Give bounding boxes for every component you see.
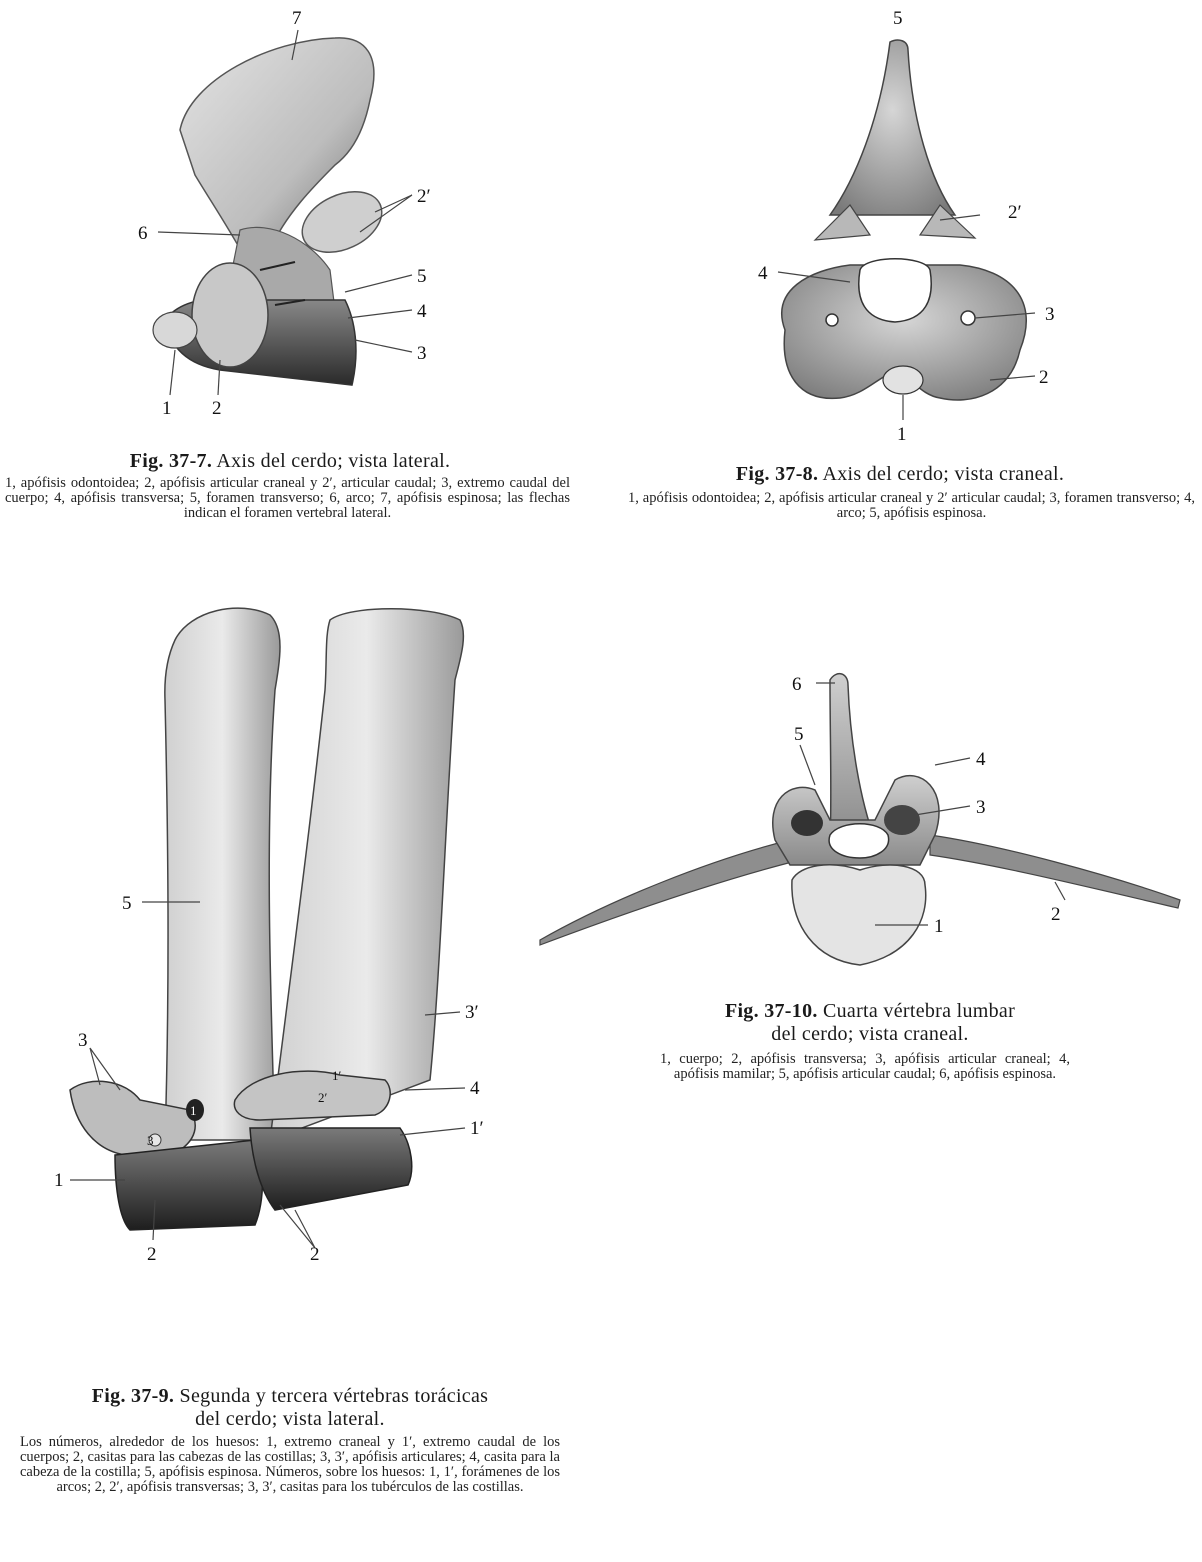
fig-37-8-title-text: Axis del cerdo; vista craneal. [822, 463, 1065, 485]
fig-37-8-label-4: 4 [758, 263, 768, 284]
fig-37-10-title [660, 1000, 1080, 1046]
fig-37-10-legend: 1, cuerpo; 2, apófisis transversa; 3, apófisis articular craneal; 4, apófisis mamilar; 5, apófisis articular caudal; 6, apófisis espinosa. [660, 1051, 1070, 1082]
fig-37-10-label-1: 1 [934, 916, 944, 937]
fig-37-8-legend: 1, apófisis odontoidea; 2, apófisis articular craneal y 2′ articular caudal; 3, foramen transverso; 4, arco; 5, apófisis espinosa. [628, 490, 1195, 521]
fig-37-9-title [30, 1385, 550, 1431]
fig-37-9-inner-label-3: 3 [147, 1133, 154, 1148]
fig-37-10-label-2: 2 [1051, 904, 1061, 925]
fig-37-7-label-3: 3 [417, 343, 427, 364]
right-vertebral-body-shape [250, 1128, 412, 1210]
fig-37-10-label-4: 4 [976, 749, 986, 770]
figure-37-7-illustration [120, 0, 450, 420]
fig-37-9-label-2a: 2 [147, 1244, 157, 1265]
fig-37-9-label-3p: 3′ [465, 1002, 479, 1023]
fig-37-9-title-line2: del cerdo; vista lateral. [195, 1408, 385, 1430]
fig-37-8-label-2p: 2′ [1008, 202, 1022, 223]
fig-37-9-label-1: 1 [54, 1170, 64, 1191]
fig-37-10-label-6: 6 [792, 674, 802, 695]
fig-37-7-label-4: 4 [417, 301, 427, 322]
fig-37-7-label-7: 7 [292, 8, 302, 29]
fig-37-9-label-1p: 1′ [470, 1118, 484, 1139]
spinous-process-shape [830, 674, 875, 840]
fig-37-8-number: Fig. 37-8. [735, 463, 819, 485]
vertebral-body-shape [792, 865, 926, 965]
fig-37-9-title-line1: Segunda y tercera vértebras torácicas [179, 1385, 489, 1407]
fig-37-9-inner-label-1: 1 [190, 1103, 197, 1118]
fig-37-9-inner-label-1p: 1′ [332, 1068, 342, 1083]
left-vertebral-body-shape [115, 1140, 263, 1230]
fig-37-8-label-3: 3 [1045, 304, 1055, 325]
fig-37-10-number: Fig. 37-10. [724, 1000, 818, 1022]
fig-37-7-label-1: 1 [162, 398, 172, 419]
fig-37-10-label-3: 3 [976, 797, 986, 818]
fig-37-9-label-4: 4 [470, 1078, 480, 1099]
fig-37-7-label-5: 5 [417, 266, 427, 287]
fig-37-10-title-line2: del cerdo; vista craneal. [771, 1023, 969, 1045]
fig-37-10-label-5: 5 [794, 724, 804, 745]
fig-37-8-label-1: 1 [897, 424, 907, 445]
figure-37-8-illustration [740, 0, 1070, 445]
fig-37-9-legend: Los números, alrededor de los huesos: 1, extremo craneal y 1′, extremo caudal de los cuerpos; 2, casitas para las cabezas de las costillas; 3, 3′, apófisis articulares; 4, casita para la cabeza de la costilla; 5, apófisis espinosa. Números, sobre los huesos: 1, 1′, forámenes de los arcos; 2, 2′, apófisis transversas; 3, 3′, casitas para los tubérculos de las costillas. [20, 1434, 560, 1495]
fig-37-10-title-line1: Cuarta vértebra lumbar [822, 1000, 1016, 1022]
fig-37-8-title [670, 463, 1130, 486]
fig-37-9-label-3: 3 [78, 1030, 88, 1051]
fig-37-9-label-5: 5 [122, 893, 132, 914]
fig-37-7-label-6: 6 [138, 223, 148, 244]
left-spinous-process-shape [165, 608, 280, 1140]
fig-37-9-inner-label-2p: 2′ [318, 1090, 328, 1105]
fig-37-7-label-2p: 2′ [417, 186, 431, 207]
spinous-process-shape [830, 40, 955, 215]
fig-37-9-number: Fig. 37-9. [91, 1385, 175, 1407]
fig-37-9-label-2b: 2 [310, 1244, 320, 1265]
fig-37-7-number: Fig. 37-7. [129, 450, 213, 472]
fig-37-7-title [60, 450, 520, 473]
fig-37-8-label-5: 5 [893, 8, 903, 29]
figure-37-9-illustration [40, 580, 510, 1375]
right-spinous-process-shape [270, 609, 463, 1140]
figure-37-10-illustration [530, 660, 1200, 980]
fig-37-7-title-text: Axis del cerdo; vista lateral. [216, 450, 451, 472]
fig-37-8-label-2: 2 [1039, 367, 1049, 388]
fig-37-7-label-2: 2 [212, 398, 222, 419]
fig-37-7-legend: 1, apófisis odontoidea; 2, apófisis articular craneal y 2′, articular caudal; 3, extremo caudal del cuerpo; 4, apófisis transversa; 5, foramen transverso; 6, arco; 7, apófisis espinosa; las flechas indican el foramen vertebral lateral. [5, 475, 570, 521]
